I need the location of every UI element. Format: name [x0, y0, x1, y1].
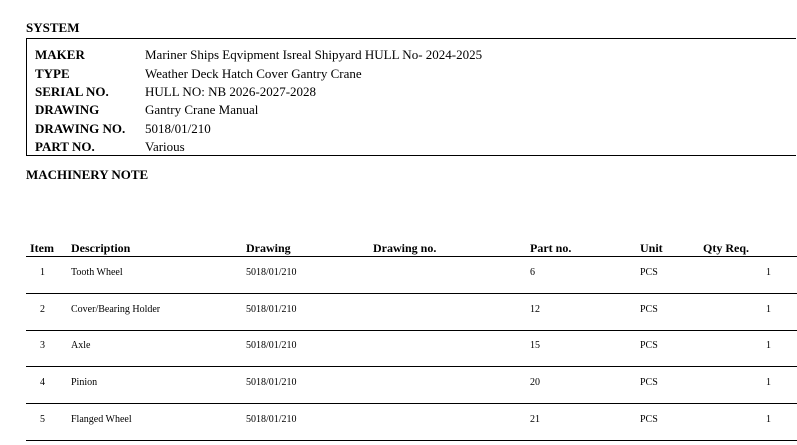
cell-unit: PCS: [640, 267, 658, 278]
cell-description: Axle: [71, 340, 91, 351]
cell-qty: 1: [766, 304, 771, 315]
cell-part-no: 15: [530, 340, 540, 351]
cell-qty: 1: [766, 340, 771, 351]
row-divider: [26, 293, 797, 294]
header-divider: [26, 256, 797, 257]
cell-drawing: 5018/01/210: [246, 414, 297, 425]
machinery-note-title: MACHINERY NOTE: [26, 167, 149, 182]
field-label: TYPE: [35, 66, 70, 81]
cell-drawing: 5018/01/210: [246, 340, 297, 351]
cell-item: 4: [40, 377, 45, 388]
column-header-drawing-no: Drawing no.: [373, 241, 437, 255]
cell-unit: PCS: [640, 304, 658, 315]
cell-unit: PCS: [640, 340, 658, 351]
cell-description: Flanged Wheel: [71, 414, 132, 425]
cell-qty: 1: [766, 414, 771, 425]
cell-qty: 1: [766, 267, 771, 278]
row-divider: [26, 440, 797, 441]
field-value: Various: [145, 139, 185, 154]
field-value: Weather Deck Hatch Cover Gantry Crane: [145, 66, 362, 81]
row-divider: [26, 366, 797, 367]
cell-description: Tooth Wheel: [71, 267, 123, 278]
field-label: MAKER: [35, 47, 85, 62]
field-value: Mariner Ships Eqvipment Isreal Shipyard HULL No- 2024-2025: [145, 47, 483, 62]
row-divider: [26, 403, 797, 404]
system-section-title: SYSTEM: [26, 20, 80, 35]
cell-drawing: 5018/01/210: [246, 304, 297, 315]
table-row: [0, 295, 797, 331]
field-value: HULL NO: NB 2026-2027-2028: [145, 84, 317, 99]
field-label: DRAWING NO.: [35, 121, 126, 136]
cell-item: 3: [40, 340, 45, 351]
cell-description: Cover/Bearing Holder: [71, 304, 161, 315]
column-header-unit: Unit: [640, 241, 663, 255]
cell-item: 5: [40, 414, 45, 425]
field-value: 5018/01/210: [145, 121, 211, 136]
cell-unit: PCS: [640, 377, 658, 388]
column-header-qty: Qty Req.: [703, 241, 749, 255]
cell-drawing: 5018/01/210: [246, 267, 297, 278]
system-info-box: [26, 38, 796, 156]
column-header-item: Item: [30, 241, 54, 255]
field-label: SERIAL NO.: [35, 84, 109, 99]
field-label: PART NO.: [35, 139, 95, 154]
cell-drawing: 5018/01/210: [246, 377, 297, 388]
column-header-drawing: Drawing: [246, 241, 291, 255]
column-header-part-no: Part no.: [530, 241, 572, 255]
cell-part-no: 12: [530, 304, 540, 315]
table-row: [0, 405, 797, 441]
field-value: Gantry Crane Manual: [145, 102, 259, 117]
cell-part-no: 6: [530, 267, 535, 278]
field-label: DRAWING: [35, 102, 100, 117]
table-row: [0, 331, 797, 367]
cell-item: 1: [40, 267, 45, 278]
table-row: [0, 368, 797, 404]
table-row: [0, 258, 797, 294]
cell-part-no: 20: [530, 377, 540, 388]
cell-item: 2: [40, 304, 45, 315]
cell-qty: 1: [766, 377, 771, 388]
cell-unit: PCS: [640, 414, 658, 425]
cell-part-no: 21: [530, 414, 540, 425]
cell-description: Pinion: [71, 377, 98, 388]
column-header-description: Description: [71, 241, 131, 255]
